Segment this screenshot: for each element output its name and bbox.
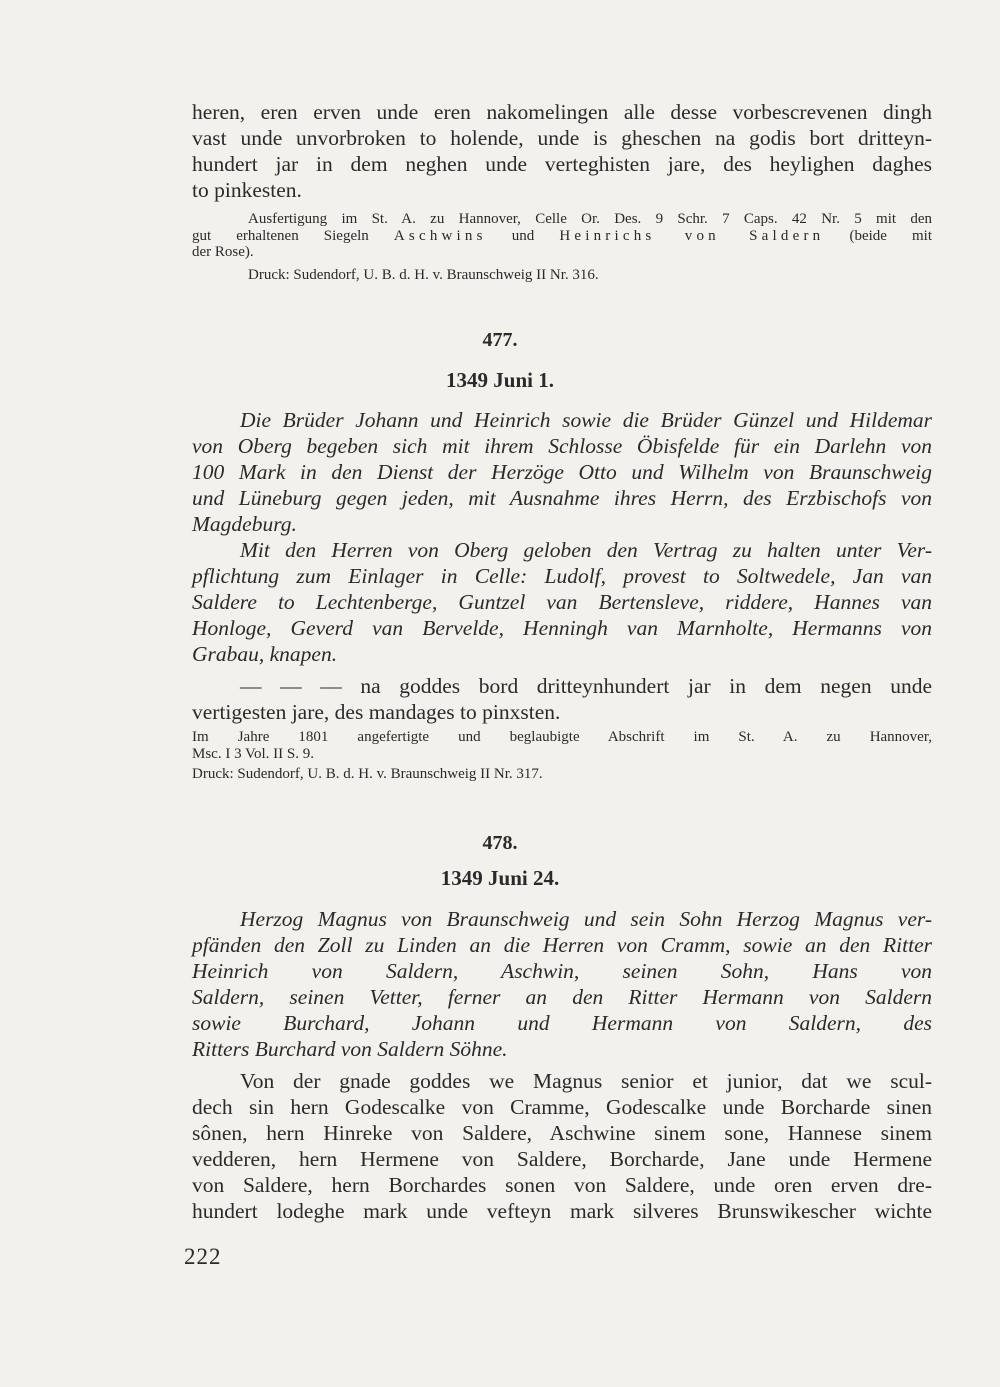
text-line: vast unde unvorbroken to holende, unde is gheschen na godis bort dritteyn-: [192, 126, 932, 150]
document-number: 477.: [482, 329, 518, 351]
text-line: Mit den Herren von Oberg geloben den Vertrag zu halten unter Ver-: [240, 538, 932, 562]
document-date: 1349 Juni 24.: [440, 866, 560, 890]
document-source-note: [192, 729, 932, 783]
note-line-render: gut erhaltenen Siegeln Aschwins und Heinrichs von Saldern (beide mit: [192, 227, 933, 244]
text-line: von Oberg begeben sich mit ihrem Schlosse Öbisfelde für ein Darlehn von: [192, 434, 932, 458]
text-line: sônen, hern Hinreke von Saldere, Aschwine sinem sone, Hannese sinem: [192, 1121, 932, 1145]
text-line: pflichtung zum Einlager in Celle: Ludolf, provest to Soltwedele, Jan van: [192, 564, 932, 588]
note-line: der Rose).: [192, 244, 254, 260]
print-reference: Druck: Sudendorf, U. B. d. H. v. Braunschweig II Nr. 316.: [248, 266, 599, 283]
text-line: dech sin hern Godescalke von Cramme, Godescalke unde Borcharde sinen: [192, 1095, 932, 1119]
text-line: — — — na goddes bord dritteynhundert jar in dem negen unde: [240, 674, 932, 698]
text-line: vedderen, hern Hermene von Saldere, Borcharde, Jane unde Hermene: [192, 1147, 932, 1171]
text-line: hundert jar in dem neghen unde verteghisten jare, des heylighen daghes: [192, 152, 932, 176]
source-note: [192, 211, 932, 261]
text-line: Magdeburg.: [192, 512, 297, 536]
summary-paragraph: [192, 407, 932, 537]
text-line: und Lüneburg gegen jeden, mit Ausnahme ihres Herrn, des Erzbischofs von: [192, 486, 932, 510]
note-line: Msc. I 3 Vol. II S. 9.: [192, 745, 314, 762]
text-line: Herzog Magnus von Braunschweig und sein Sohn Herzog Magnus ver-: [240, 907, 932, 931]
document-text: [192, 673, 932, 725]
text-line: Die Brüder Johann und Heinrich sowie die Brüder Günzel und Hildemar: [240, 408, 932, 432]
note-line: Im Jahre 1801 angefertigte und beglaubigte Abschrift im St. A. zu Hannover,: [192, 729, 932, 745]
text-line: to pinkesten.: [192, 178, 302, 202]
text-line: Grabau, knapen.: [192, 642, 338, 666]
document-number: 478.: [482, 832, 518, 854]
pledge-paragraph: [192, 537, 932, 667]
print-reference: Druck: Sudendorf, U. B. d. H. v. Braunschweig II Nr. 317.: [192, 766, 543, 782]
text-line: Saldern, seinen Vetter, ferner an den Ritter Hermann von Saldern: [192, 985, 932, 1009]
continuation-text: [192, 99, 932, 203]
text-line: Honloge, Geverd van Bervelde, Henningh van Marnholte, Hermanns von: [192, 616, 932, 640]
note-line: Ausfertigung im St. A. zu Hannover, Celle Or. Des. 9 Schr. 7 Caps. 42 Nr. 5 mit den: [248, 211, 932, 227]
text-line: Ritters Burchard von Saldern Söhne.: [192, 1037, 508, 1061]
text-line: hundert lodeghe mark unde vefteyn mark silveres Brunswikescher wichte: [192, 1199, 932, 1223]
text-line: Von der gnade goddes we Magnus senior et junior, dat we scul-: [240, 1069, 932, 1093]
text-line: pfänden den Zoll zu Linden an die Herren von Cramm, sowie an den Ritter: [192, 933, 932, 957]
text-line: von Saldere, hern Borchardes sonen von Saldere, unde oren erven dre-: [192, 1173, 932, 1197]
continuation-paragraph: [192, 99, 932, 203]
document-summary: [192, 407, 932, 725]
text-line: Heinrich von Saldern, Aschwin, seinen Sohn, Hans von: [192, 959, 932, 983]
page-number: 222: [184, 1244, 222, 1269]
document-text: [192, 1068, 932, 1224]
text-line: Saldere to Lechtenberge, Guntzel van Bertensleve, riddere, Hannes van: [192, 590, 932, 614]
note-line: [192, 228, 932, 245]
summary-paragraph: [192, 906, 932, 1062]
text-line: heren, eren erven unde eren nakomelingen alle desse vorbescrevenen dingh: [192, 100, 932, 124]
source-note: [192, 729, 932, 762]
document-date: 1349 Juni 1.: [446, 368, 554, 392]
text-line: 100 Mark in den Dienst der Herzöge Otto und Wilhelm von Braunschweig: [192, 460, 932, 484]
text-line: vertigesten jare, des mandages to pinxsten.: [192, 700, 561, 724]
document-summary: [192, 906, 932, 1224]
text-line: sowie Burchard, Johann und Hermann von Saldern, des: [192, 1011, 932, 1035]
intro-source-note: [192, 211, 932, 283]
